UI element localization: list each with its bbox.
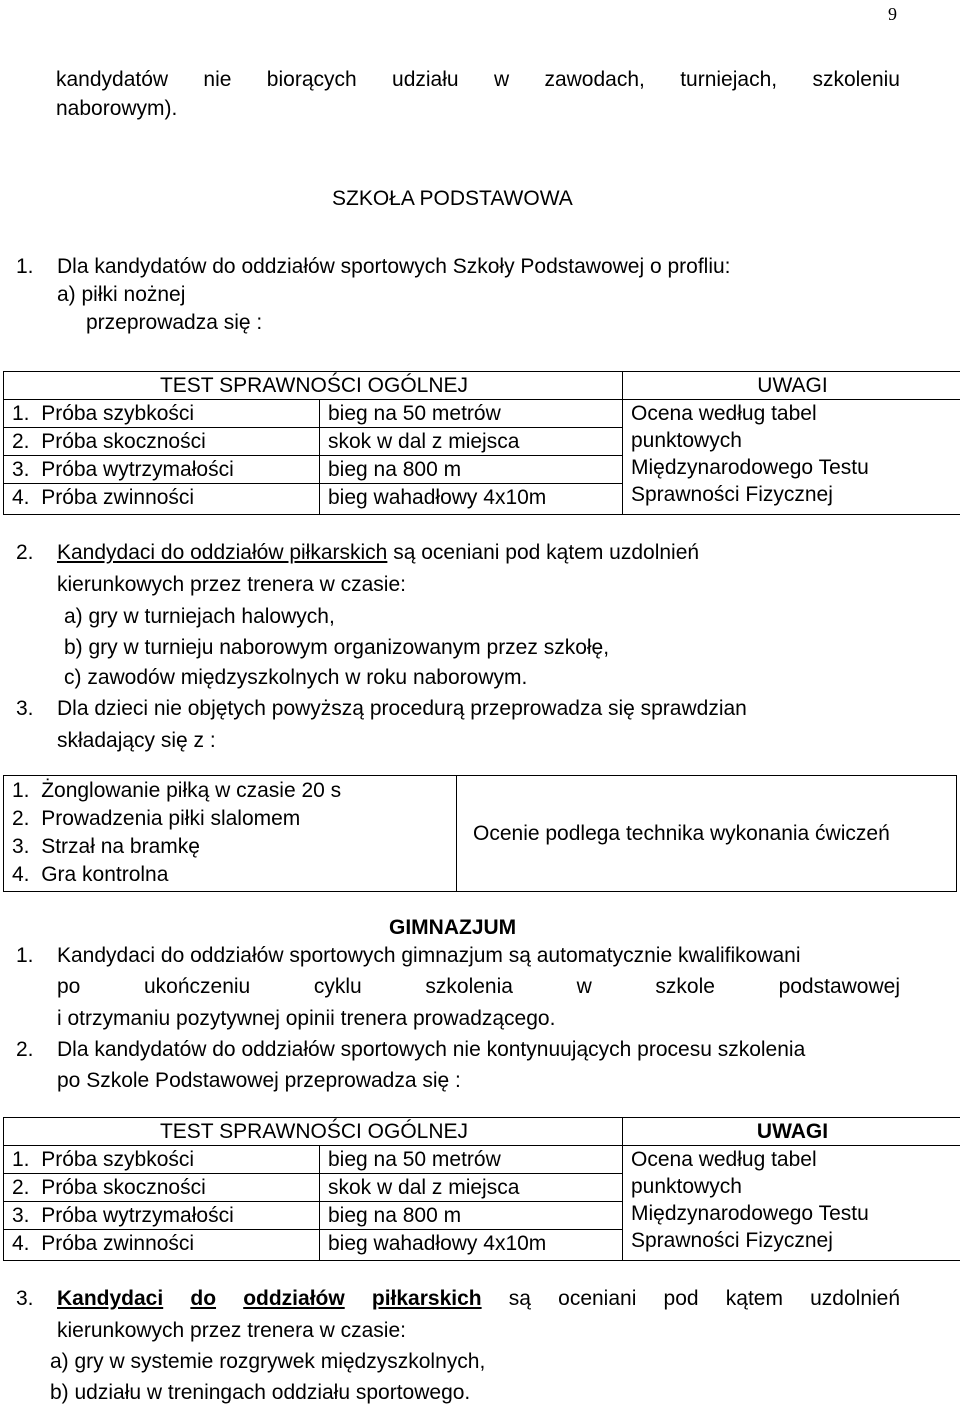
paragraph-line: po ukończeniu cyklu szkolenia w szkole podstawowej bbox=[57, 975, 900, 998]
paragraph-line: kierunkowych przez trenera w czasie: bbox=[57, 1319, 406, 1342]
paragraph-line: Dla kandydatów do oddziałów sportowych nie kontynuujących procesu szkolenia bbox=[57, 1038, 806, 1061]
word: zawodach, bbox=[544, 68, 645, 91]
list-item: c) zawodów międzyszkolnych w roku naborowym. bbox=[64, 666, 528, 689]
word: biorących bbox=[266, 68, 357, 91]
list-number: 2. bbox=[16, 1038, 34, 1061]
underlined-text: Kandydaci do oddziałów piłkarskich bbox=[57, 541, 388, 564]
table-row bbox=[4, 776, 957, 806]
fitness-test-table-primary bbox=[3, 371, 960, 515]
test-name-cell: 2. Próba skoczności bbox=[4, 428, 320, 456]
test-desc-cell: bieg wahadłowy 4x10m bbox=[320, 484, 623, 515]
skill-cell: 3. Strzał na bramkę bbox=[4, 833, 457, 861]
test-name-cell: 4. Próba zwinności bbox=[4, 1230, 320, 1261]
word: szkoleniu bbox=[812, 68, 900, 91]
skill-cell: 2. Prowadzenia piłki slalomem bbox=[4, 805, 457, 833]
test-desc-cell: bieg na 50 metrów bbox=[320, 1146, 623, 1174]
list-item: a) gry w systemie rozgrywek międzyszkolnych, bbox=[50, 1350, 486, 1373]
paragraph-line: Kandydaci do oddziałów piłkarskich są oceniani pod kątem uzdolnień bbox=[57, 1287, 901, 1310]
word: kandydatów bbox=[56, 68, 169, 91]
section-heading-middle-school: GIMNAZJUM bbox=[389, 916, 517, 939]
paragraph-line: Dla dzieci nie objętych powyższą procedurą przeprowadza się sprawdzian bbox=[57, 697, 747, 720]
skills-test-table bbox=[3, 775, 957, 892]
page-number: 9 bbox=[888, 4, 897, 24]
list-item: a) gry w turniejach halowych, bbox=[64, 605, 335, 628]
test-name-cell: 1. Próba szybkości bbox=[4, 1146, 320, 1174]
test-desc-cell: bieg na 50 metrów bbox=[320, 400, 623, 428]
list-number: 3. bbox=[16, 697, 34, 720]
table-header-row bbox=[4, 372, 960, 400]
list-item: b) udziału w treningach oddziału sportowego. bbox=[50, 1381, 471, 1404]
list-number: 1. bbox=[16, 255, 34, 278]
notes-cell: Ocena według tabel punktowych Międzynarodowego Testu Sprawności Fizycznej bbox=[623, 400, 960, 515]
skills-note-cell: Ocenie podlega technika wykonania ćwiczeń bbox=[457, 776, 957, 892]
list-number: 3. bbox=[16, 1287, 34, 1310]
table-header-row bbox=[4, 1118, 960, 1146]
paragraph-line: i otrzymaniu pozytywnej opinii trenera prowadzącego. bbox=[57, 1007, 556, 1030]
intro-line-1 bbox=[56, 68, 900, 92]
sub-list-item: a) piłki nożnej bbox=[57, 283, 186, 306]
table-header-test: TEST SPRAWNOŚCI OGÓLNEJ bbox=[4, 372, 623, 400]
paragraph-line: Kandydaci do oddziałów piłkarskich są oceniani pod kątem uzdolnień bbox=[57, 541, 700, 564]
test-name-cell: 4. Próba zwinności bbox=[4, 484, 320, 515]
test-name-cell: 1. Próba szybkości bbox=[4, 400, 320, 428]
paragraph-line: składający się z : bbox=[57, 729, 216, 752]
list-number: 2. bbox=[16, 541, 34, 564]
fitness-test-table-middle bbox=[3, 1117, 960, 1261]
table-row bbox=[4, 1146, 960, 1174]
test-name-cell: 2. Próba skoczności bbox=[4, 1174, 320, 1202]
paragraph-line: po Szkole Podstawowej przeprowadza się : bbox=[57, 1069, 461, 1092]
section-heading-primary-school: SZKOŁA PODSTAWOWA bbox=[332, 187, 573, 210]
skill-cell: 4. Gra kontrolna bbox=[4, 861, 457, 892]
list-number: 1. bbox=[16, 944, 34, 967]
word: nie bbox=[203, 68, 232, 91]
table-header-notes: UWAGI bbox=[623, 372, 960, 400]
table-header-notes: UWAGI bbox=[623, 1118, 960, 1146]
paragraph-line: przeprowadza się : bbox=[86, 311, 263, 334]
test-desc-cell: skok w dal z miejsca bbox=[320, 428, 623, 456]
word: w bbox=[493, 68, 510, 91]
test-name-cell: 3. Próba wytrzymałości bbox=[4, 1202, 320, 1230]
paragraph-line: kierunkowych przez trenera w czasie: bbox=[57, 573, 406, 596]
table-row bbox=[4, 400, 960, 428]
list-item: b) gry w turnieju naborowym organizowanym przez szkołę, bbox=[64, 636, 610, 659]
word: udziału bbox=[392, 68, 459, 91]
test-desc-cell: skok w dal z miejsca bbox=[320, 1174, 623, 1202]
word: turniejach, bbox=[680, 68, 778, 91]
paragraph-line: Dla kandydatów do oddziałów sportowych Szkoły Podstawowej o profliu: bbox=[57, 255, 731, 278]
table-header-test: TEST SPRAWNOŚCI OGÓLNEJ bbox=[4, 1118, 623, 1146]
test-desc-cell: bieg wahadłowy 4x10m bbox=[320, 1230, 623, 1261]
test-desc-cell: bieg na 800 m bbox=[320, 1202, 623, 1230]
intro-line-2: naborowym). bbox=[56, 97, 178, 120]
skill-cell: 1. Żonglowanie piłką w czasie 20 s bbox=[4, 776, 457, 806]
test-name-cell: 3. Próba wytrzymałości bbox=[4, 456, 320, 484]
notes-cell: Ocena według tabel punktowych Międzynarodowego Testu Sprawności Fizycznej bbox=[623, 1146, 960, 1261]
test-desc-cell: bieg na 800 m bbox=[320, 456, 623, 484]
paragraph-line: Kandydaci do oddziałów sportowych gimnazjum są automatycznie kwalifikowani bbox=[57, 944, 801, 967]
